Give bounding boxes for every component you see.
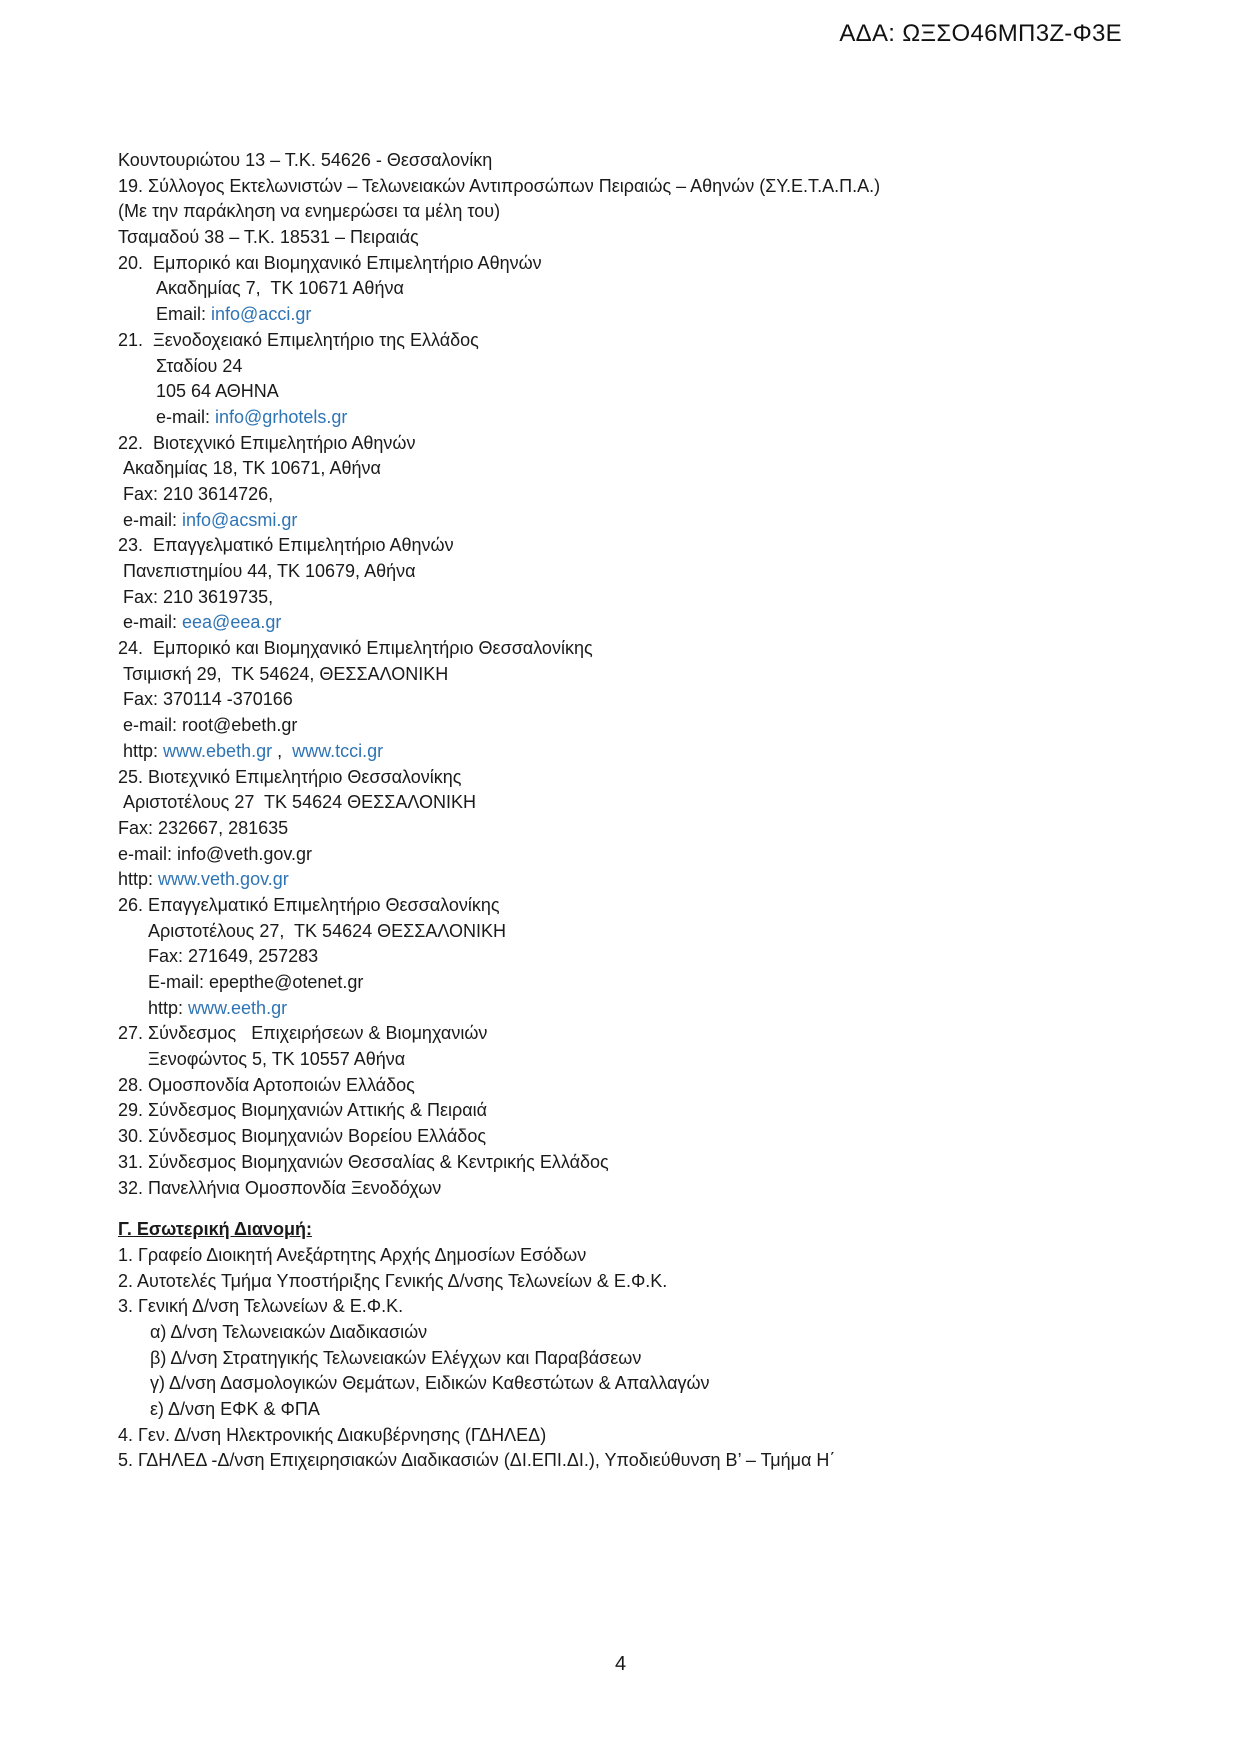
list-line: e-mail: root@ebeth.gr	[123, 715, 298, 736]
web-link[interactable]: www.eeth.gr	[188, 997, 288, 1018]
section-heading: Γ. Εσωτερική Διανομή:	[118, 1219, 312, 1240]
list-line: Ακαδημίας 7, ΤΚ 10671 Αθήνα	[156, 278, 404, 299]
list-line: 105 64 ΑΘΗΝΑ	[156, 381, 279, 402]
email-link[interactable]: info@acci.gr	[211, 304, 312, 325]
list-line: e-mail: info@veth.gov.gr	[118, 843, 313, 864]
distribution-subitem: β) Δ/νση Στρατηγικής Τελωνειακών Ελέγχων και Παραβάσεων	[150, 1347, 642, 1368]
separator: ,	[272, 740, 293, 761]
list-line: (Με την παράκληση να ενημερώσει τα μέλη του)	[118, 201, 501, 222]
list-line	[118, 996, 1118, 1022]
list-line	[118, 508, 1118, 534]
list-line: Ακαδημίας 18, ΤΚ 10671, Αθήνα	[123, 458, 381, 479]
list-line	[118, 610, 1118, 636]
list-line: Ξενοφώντος 5, ΤΚ 10557 Αθήνα	[148, 1049, 406, 1070]
list-line: Fax: 232667, 281635	[118, 817, 289, 838]
list-line: 20. Εμπορικό και Βιομηχανικό Επιμελητήριο Αθηνών	[118, 252, 542, 273]
email-label: Email:	[156, 304, 212, 325]
http-label: http:	[118, 869, 159, 890]
list-line: Fax: 271649, 257283	[148, 946, 319, 967]
distribution-item: 3. Γενική Δ/νση Τελωνείων & Ε.Φ.Κ.	[118, 1296, 404, 1317]
distribution-subitem: ε) Δ/νση ΕΦΚ & ΦΠΑ	[150, 1399, 320, 1419]
email-label: e-mail:	[123, 509, 183, 530]
list-line: Τσιμισκή 29, ΤΚ 54624, ΘΕΣΣΑΛΟΝΙΚΗ	[123, 663, 449, 684]
list-line: E-mail: epepthe@otenet.gr	[148, 972, 364, 992]
list-line: Αριστοτέλους 27, ΤΚ 54624 ΘΕΣΣΑΛΟΝΙΚΗ	[148, 920, 507, 941]
email-link[interactable]: info@grhotels.gr	[215, 406, 348, 427]
list-line: 19. Σύλλογος Εκτελωνιστών – Τελωνειακών Αντιπροσώπων Πειραιώς – Αθηνών (ΣΥ.Ε.Τ.Α.Π.Α.)	[118, 175, 881, 196]
list-line	[118, 405, 1118, 431]
list-line: Τσαμαδού 38 – Τ.Κ. 18531 – Πειραιάς	[118, 227, 419, 248]
list-line: 24. Εμπορικό και Βιομηχανικό Επιμελητήριο Θεσσαλονίκης	[118, 638, 593, 659]
distribution-item: 5. ΓΔΗΛΕΔ -Δ/νση Επιχειρησιακών Διαδικασιών (ΔΙ.ΕΠΙ.ΔΙ.), Υποδιεύθυνση Β’ – Τμήμα Η΄	[118, 1450, 836, 1471]
distribution-item: 1. Γραφείο Διοικητή Ανεξάρτητης Αρχής Δημοσίων Εσόδων	[118, 1244, 587, 1265]
list-line: 29. Σύνδεσμος Βιομηχανιών Αττικής & Πειραιά	[118, 1100, 488, 1121]
list-line: 23. Επαγγελματικό Επιμελητήριο Αθηνών	[118, 535, 454, 556]
distribution-item: 2. Αυτοτελές Τμήμα Υποστήριξης Γενικής Δ/νσης Τελωνείων & Ε.Φ.Κ.	[118, 1270, 668, 1291]
web-link[interactable]: www.tcci.gr	[292, 740, 384, 761]
list-line	[118, 867, 1118, 893]
list-line: 27. Σύνδεσμος Επιχειρήσεων & Βιομηχανιών	[118, 1023, 488, 1044]
list-line: Fax: 370114 -370166	[123, 689, 293, 710]
web-link[interactable]: www.veth.gov.gr	[158, 869, 289, 890]
list-line: 32. Πανελλήνια Ομοσπονδία Ξενοδόχων	[118, 1177, 442, 1198]
list-line: 25. Βιοτεχνικό Επιμελητήριο Θεσσαλονίκης	[118, 766, 462, 787]
page-number: 4	[614, 1653, 627, 1675]
distribution-item: 4. Γεν. Δ/νση Ηλεκτρονικής Διακυβέρνησης (ΓΔΗΛΕΔ)	[118, 1424, 547, 1445]
list-line	[118, 739, 1118, 765]
list-line: Σταδίου 24	[156, 355, 243, 376]
email-link[interactable]: eea@eea.gr	[182, 612, 282, 633]
list-line: 31. Σύνδεσμος Βιομηχανιών Θεσσαλίας & Κεντρικής Ελλάδος	[118, 1151, 609, 1172]
list-line: Πανεπιστημίου 44, ΤΚ 10679, Αθήνα	[123, 561, 416, 581]
list-line	[118, 302, 1118, 328]
email-label: e-mail:	[156, 406, 216, 427]
list-line: 28. Ομοσπονδία Αρτοποιών Ελλάδος	[118, 1074, 415, 1095]
list-line: Fax: 210 3619735,	[123, 586, 274, 607]
distribution-subitem: α) Δ/νση Τελωνειακών Διαδικασιών	[150, 1321, 428, 1342]
list-line: 21. Ξενοδοχειακό Επιμελητήριο της Ελλάδος	[118, 329, 479, 350]
distribution-subitem: γ) Δ/νση Δασμολογικών Θεμάτων, Ειδικών Καθεστώτων & Απαλλαγών	[150, 1373, 710, 1394]
list-line: 26. Επαγγελματικό Επιμελητήριο Θεσσαλονίκης	[118, 894, 500, 915]
http-label: http:	[148, 997, 189, 1018]
list-line: 30. Σύνδεσμος Βιομηχανιών Βορείου Ελλάδος	[118, 1126, 487, 1147]
email-label: e-mail:	[123, 612, 183, 633]
http-label: http:	[123, 740, 164, 761]
document-body	[118, 148, 1118, 1474]
ada-code: ΑΔΑ: ΩΞΣΟ46ΜΠ3Ζ-Φ3Ε	[839, 20, 1122, 47]
list-line: Αριστοτέλους 27 ΤΚ 54624 ΘΕΣΣΑΛΟΝΙΚΗ	[123, 792, 477, 813]
email-link[interactable]: info@acsmi.gr	[182, 509, 298, 530]
list-line: 22. Βιοτεχνικό Επιμελητήριο Αθηνών	[118, 432, 416, 453]
list-line: Fax: 210 3614726,	[123, 483, 274, 504]
web-link[interactable]: www.ebeth.gr	[163, 740, 273, 761]
list-line: Κουντουριώτου 13 – Τ.Κ. 54626 - Θεσσαλονίκη	[118, 150, 493, 170]
